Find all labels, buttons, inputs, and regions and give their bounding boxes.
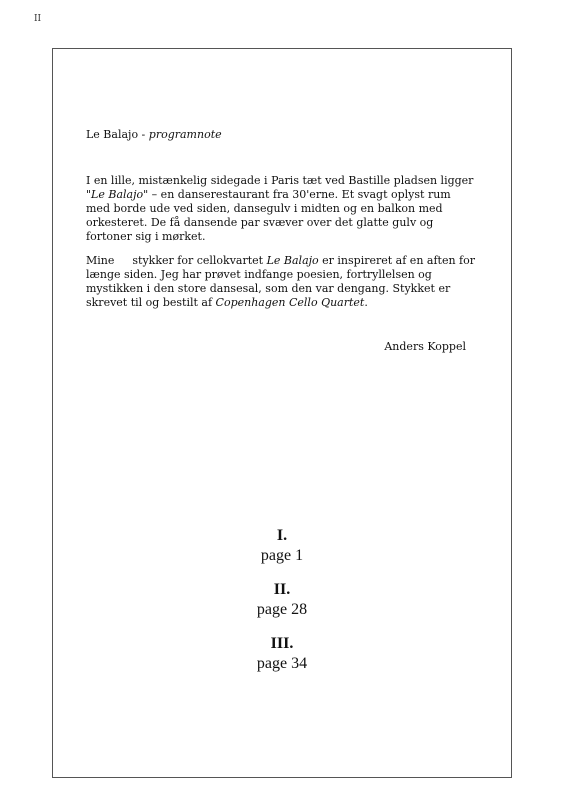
note-title-main: Le Balajo - <box>86 128 149 141</box>
movement-page: page 34 <box>256 655 308 672</box>
movement-item <box>52 526 512 566</box>
p2-text-b: stykker for cellokvartet <box>132 254 267 267</box>
note-title <box>86 128 478 142</box>
movement-item <box>52 634 512 674</box>
page-marker: II <box>34 14 42 24</box>
movement-numeral: III. <box>270 635 294 652</box>
p1-text-b: – en danserestaurant fra 30'erne. Et svagt oplyst rum med borde ude ved siden, dansegulv i midten og en balkon med orkesteret. De få dansende par svæver over det glatte gulv og fortoner sig i mørket. <box>86 188 451 243</box>
program-note <box>86 128 478 354</box>
p2-text-c: er inspireret af en aften for længe siden. Jeg har prøvet indfange poesien, fortryllelsen og mystikken i den store dansesal, som den var dengang. Stykket er skrevet til og bestilt af <box>86 254 475 309</box>
p1-text-a: I en lille, mistænkelig sidegade i Paris tæt ved Bastille pladsen ligger <box>86 174 474 187</box>
note-paragraph-1 <box>86 174 478 244</box>
movement-item <box>52 580 512 620</box>
p2-text-d: . <box>364 296 368 309</box>
p1-italic: "Le Balajo" <box>86 188 149 201</box>
movement-page: page 28 <box>256 601 308 618</box>
note-title-italic: programnote <box>148 128 222 141</box>
p2-italic-1: Le Balajo <box>266 254 319 267</box>
author-signature: Anders Koppel <box>384 340 466 353</box>
p2-italic-2: Copenhagen Cello Quartet <box>215 296 365 309</box>
movement-numeral: II. <box>273 581 291 598</box>
movement-page: page 1 <box>260 547 304 564</box>
note-paragraph-2 <box>86 254 478 310</box>
p2-text-a: Mine <box>86 254 115 267</box>
movement-index <box>52 526 512 688</box>
movement-numeral: I. <box>276 527 288 544</box>
